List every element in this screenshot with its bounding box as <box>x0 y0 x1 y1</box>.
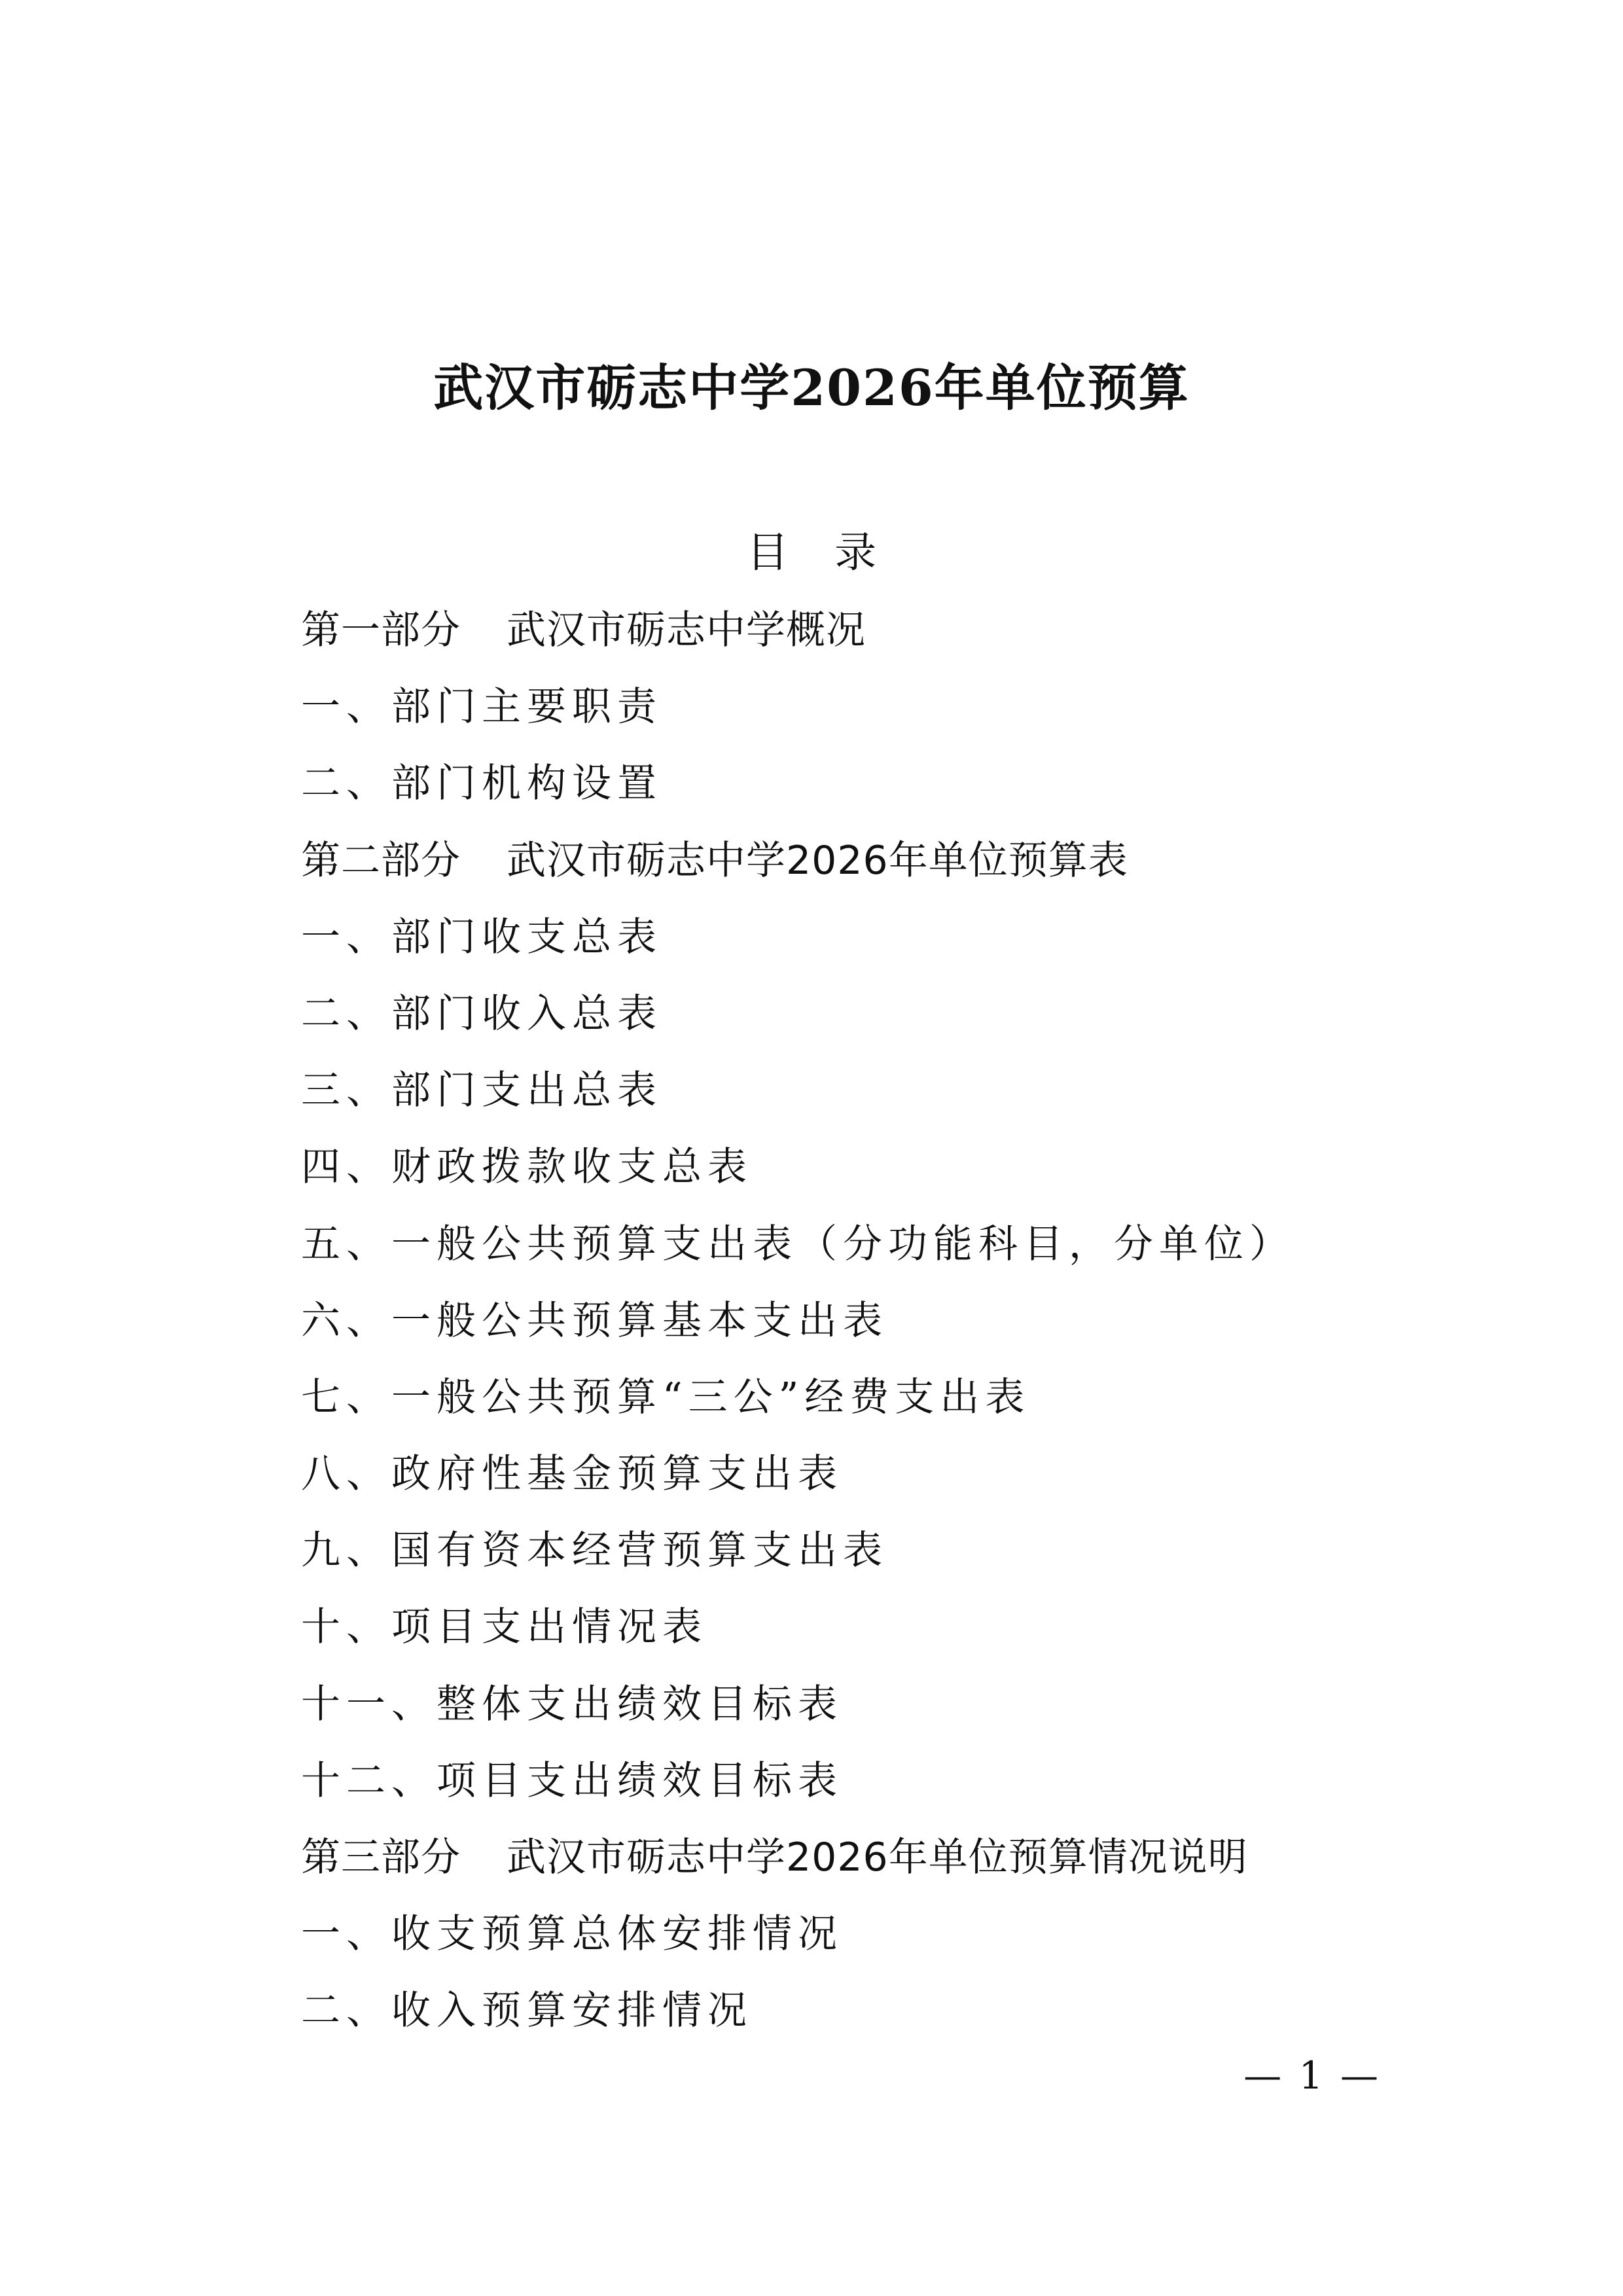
toc-part-title: 武汉市砺志中学2026年单位预算表 <box>507 837 1128 884</box>
toc-item: 二、部门机构设置 <box>301 761 662 807</box>
toc-item: 四、财政拨款收支总表 <box>301 1144 753 1191</box>
toc-item: 一、部门主要职责 <box>301 684 662 730</box>
toc-item: 十一、整体支出绩效目标表 <box>301 1681 843 1727</box>
toc-part-3 <box>301 1820 1414 1896</box>
toc-part-1 <box>301 592 1414 669</box>
toc-item: 二、部门收入总表 <box>301 990 662 1037</box>
toc-part-number: 第一部分 <box>301 607 461 653</box>
toc-heading: 目 录 <box>746 529 877 577</box>
toc-item: 五、一般公共预算支出表（分功能科目，分单位） <box>301 1221 1294 1267</box>
toc-part-2 <box>301 823 1414 899</box>
toc-part-number: 第三部分 <box>301 1835 461 1880</box>
toc-part-number: 第二部分 <box>301 837 461 884</box>
toc-item: 十、项目支出情况表 <box>301 1604 707 1651</box>
page-number: — 1 — <box>1243 2053 1381 2098</box>
toc-item: 一、收支预算总体安排情况 <box>301 1911 843 1958</box>
toc-item: 七、一般公共预算“三公”经费支出表 <box>301 1374 1031 1420</box>
toc-part-title: 武汉市砺志中学概况 <box>507 607 866 653</box>
document-title: 武汉市砺志中学2026年单位预算 <box>433 359 1190 417</box>
toc-part-title: 武汉市砺志中学2026年单位预算情况说明 <box>507 1835 1248 1880</box>
table-of-contents <box>301 592 1414 2050</box>
toc-item: 二、收入预算安排情况 <box>301 1988 753 2034</box>
toc-item: 八、政府性基金预算支出表 <box>301 1451 843 1498</box>
toc-item: 九、国有资本经营预算支出表 <box>301 1528 888 1574</box>
toc-item: 六、一般公共预算基本支出表 <box>301 1297 888 1344</box>
toc-item: 三、部门支出总表 <box>301 1067 662 1114</box>
toc-item: 一、部门收支总表 <box>301 914 662 960</box>
toc-item: 十二、项目支出绩效目标表 <box>301 1757 843 1804</box>
